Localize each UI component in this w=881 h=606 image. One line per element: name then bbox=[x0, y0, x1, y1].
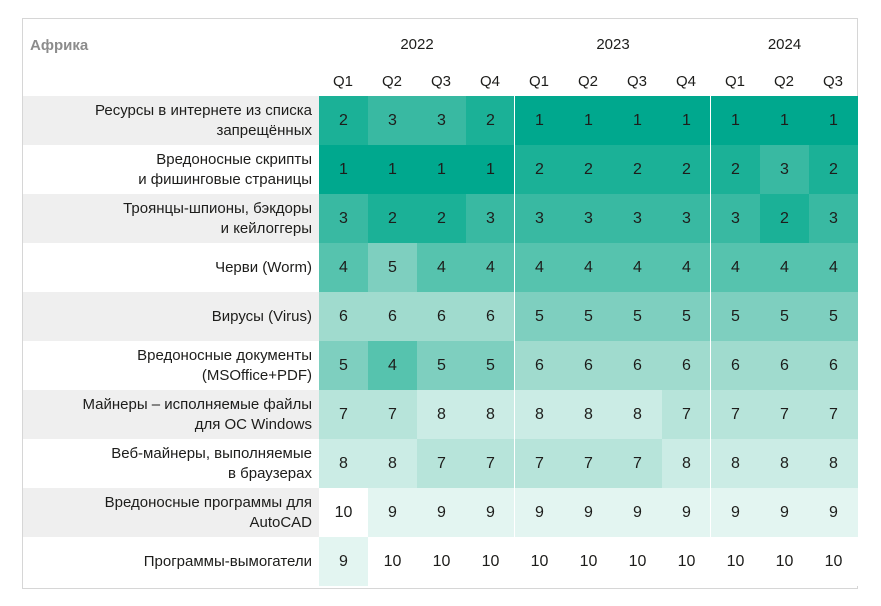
row-label: Программы-вымогатели bbox=[143, 552, 312, 570]
heatmap-cell: 1 bbox=[760, 96, 809, 145]
heatmap-cell: 6 bbox=[809, 341, 858, 390]
heatmap-cell: 9 bbox=[613, 488, 662, 537]
heatmap-cell: 4 bbox=[466, 243, 515, 292]
row-label: Ресурсы в интернете из списка запрещённых bbox=[95, 101, 312, 139]
heatmap-cell: 7 bbox=[613, 439, 662, 488]
quarter-header: Q3 bbox=[626, 73, 647, 90]
heatmap-cell: 8 bbox=[319, 439, 368, 488]
heatmap-cell: 2 bbox=[809, 145, 858, 194]
heatmap-cell: 5 bbox=[613, 292, 662, 341]
heatmap-cell: 7 bbox=[515, 439, 564, 488]
heatmap-cell: 7 bbox=[368, 390, 417, 439]
year-separator bbox=[710, 96, 711, 586]
heatmap-cell: 1 bbox=[368, 145, 417, 194]
year-header-2024: 2024 bbox=[767, 36, 802, 53]
heatmap-cell: 9 bbox=[711, 488, 760, 537]
year-header-2022: 2022 bbox=[400, 36, 434, 53]
heatmap-cell: 3 bbox=[466, 194, 515, 243]
quarter-header: Q1 bbox=[332, 73, 353, 90]
heatmap-cell: 4 bbox=[662, 243, 711, 292]
quarter-header: Q3 bbox=[822, 73, 843, 90]
row-label: Вредоносные скрипты и фишинговые страницы bbox=[138, 150, 312, 188]
heatmap-cell: 2 bbox=[711, 145, 760, 194]
heatmap-cell: 5 bbox=[417, 341, 466, 390]
heatmap-cell: 2 bbox=[613, 145, 662, 194]
heatmap-cell: 1 bbox=[417, 145, 466, 194]
heatmap-cell: 2 bbox=[319, 96, 368, 145]
heatmap-cell: 1 bbox=[564, 96, 613, 145]
heatmap-cell: 8 bbox=[809, 439, 858, 488]
heatmap-cell: 1 bbox=[466, 145, 515, 194]
heatmap-cell: 5 bbox=[662, 292, 711, 341]
quarter-header: Q1 bbox=[528, 73, 549, 90]
heatmap-cell: 3 bbox=[760, 145, 809, 194]
heatmap-cell: 4 bbox=[613, 243, 662, 292]
heatmap-cell: 4 bbox=[564, 243, 613, 292]
heatmap-cell: 1 bbox=[809, 96, 858, 145]
heatmap-cell: 9 bbox=[319, 537, 368, 586]
heatmap-cell: 10 bbox=[319, 488, 368, 537]
quarter-header: Q2 bbox=[773, 73, 794, 90]
heatmap-cell: 3 bbox=[515, 194, 564, 243]
heatmap-cell: 3 bbox=[613, 194, 662, 243]
row-label: Веб-майнеры, выполняемые в браузерах bbox=[111, 444, 312, 482]
row-label: Вредоносные документы (MSOffice+PDF) bbox=[137, 346, 312, 384]
heatmap-cell: 3 bbox=[368, 96, 417, 145]
quarter-header: Q4 bbox=[479, 73, 500, 90]
year-separator bbox=[514, 96, 515, 586]
heatmap-cell: 10 bbox=[466, 537, 515, 586]
heatmap-cell: 1 bbox=[319, 145, 368, 194]
heatmap-cell: 8 bbox=[711, 439, 760, 488]
row-label: Майнеры – исполняемые файлы для ОС Windows bbox=[82, 395, 312, 433]
heatmap-cell: 3 bbox=[662, 194, 711, 243]
heatmap-cell: 1 bbox=[515, 96, 564, 145]
heatmap-cell: 7 bbox=[760, 390, 809, 439]
heatmap-cell: 10 bbox=[417, 537, 466, 586]
heatmap-cell: 5 bbox=[711, 292, 760, 341]
heatmap-cell: 5 bbox=[515, 292, 564, 341]
year-header-2023: 2023 bbox=[596, 36, 630, 53]
quarter-header: Q1 bbox=[724, 73, 745, 90]
quarter-header: Q3 bbox=[430, 73, 451, 90]
heatmap-cell: 2 bbox=[417, 194, 466, 243]
heatmap-cell: 10 bbox=[613, 537, 662, 586]
heatmap-cell: 8 bbox=[760, 439, 809, 488]
heatmap-cell: 3 bbox=[319, 194, 368, 243]
heatmap-cell: 10 bbox=[662, 537, 711, 586]
heatmap-cell: 6 bbox=[515, 341, 564, 390]
heatmap-cell: 6 bbox=[417, 292, 466, 341]
heatmap-cell: 10 bbox=[711, 537, 760, 586]
heatmap-cell: 8 bbox=[662, 439, 711, 488]
row-label: Вирусы (Virus) bbox=[211, 307, 312, 325]
heatmap-cell: 1 bbox=[613, 96, 662, 145]
heatmap-cell: 4 bbox=[711, 243, 760, 292]
heatmap-cell: 6 bbox=[613, 341, 662, 390]
heatmap-cell: 10 bbox=[368, 537, 417, 586]
heatmap-cell: 2 bbox=[515, 145, 564, 194]
heatmap-cell: 8 bbox=[613, 390, 662, 439]
heatmap-cell: 3 bbox=[711, 194, 760, 243]
heatmap-cell: 9 bbox=[760, 488, 809, 537]
heatmap-cell: 5 bbox=[368, 243, 417, 292]
heatmap-cell: 6 bbox=[466, 292, 515, 341]
heatmap-cell: 6 bbox=[711, 341, 760, 390]
heatmap-cell: 9 bbox=[417, 488, 466, 537]
heatmap-cell: 1 bbox=[662, 96, 711, 145]
heatmap-cell: 10 bbox=[809, 537, 858, 586]
heatmap-cell: 9 bbox=[466, 488, 515, 537]
heatmap-cell: 2 bbox=[466, 96, 515, 145]
heatmap-cell: 2 bbox=[760, 194, 809, 243]
heatmap-cell: 5 bbox=[760, 292, 809, 341]
heatmap-cell: 9 bbox=[564, 488, 613, 537]
heatmap-cell: 4 bbox=[515, 243, 564, 292]
heatmap-cell: 2 bbox=[368, 194, 417, 243]
heatmap-cell: 7 bbox=[662, 390, 711, 439]
heatmap-cell: 2 bbox=[662, 145, 711, 194]
heatmap-cell: 10 bbox=[760, 537, 809, 586]
heatmap-cell: 5 bbox=[319, 341, 368, 390]
heatmap-cell: 10 bbox=[515, 537, 564, 586]
heatmap-cell: 6 bbox=[760, 341, 809, 390]
heatmap-cell: 6 bbox=[368, 292, 417, 341]
heatmap-cell: 4 bbox=[368, 341, 417, 390]
heatmap-cell: 3 bbox=[809, 194, 858, 243]
heatmap-cell: 6 bbox=[662, 341, 711, 390]
heatmap-cell: 8 bbox=[564, 390, 613, 439]
heatmap-cell: 4 bbox=[760, 243, 809, 292]
heatmap-cell: 1 bbox=[711, 96, 760, 145]
heatmap-cell: 9 bbox=[368, 488, 417, 537]
heatmap-cell: 8 bbox=[466, 390, 515, 439]
heatmap-cell: 8 bbox=[417, 390, 466, 439]
heatmap-cell: 8 bbox=[368, 439, 417, 488]
heatmap-cell: 7 bbox=[417, 439, 466, 488]
heatmap-cell: 9 bbox=[662, 488, 711, 537]
region-title: Африка bbox=[30, 37, 89, 54]
heatmap-cell: 6 bbox=[319, 292, 368, 341]
heatmap-cell: 8 bbox=[515, 390, 564, 439]
heatmap-cell: 4 bbox=[809, 243, 858, 292]
quarter-header: Q4 bbox=[675, 73, 696, 90]
heatmap-cell: 7 bbox=[466, 439, 515, 488]
heatmap-cell: 7 bbox=[809, 390, 858, 439]
heatmap-cell: 3 bbox=[417, 96, 466, 145]
heatmap-cell: 7 bbox=[564, 439, 613, 488]
heatmap-cell: 4 bbox=[417, 243, 466, 292]
row-label: Черви (Worm) bbox=[215, 258, 312, 276]
heatmap-cell: 9 bbox=[515, 488, 564, 537]
row-label: Троянцы-шпионы, бэкдоры и кейлоггеры bbox=[123, 199, 312, 237]
heatmap-cell: 7 bbox=[319, 390, 368, 439]
heatmap-cell: 3 bbox=[564, 194, 613, 243]
heatmap-cell: 4 bbox=[319, 243, 368, 292]
heatmap-cell: 6 bbox=[564, 341, 613, 390]
quarter-header: Q2 bbox=[381, 73, 402, 90]
quarter-header: Q2 bbox=[577, 73, 598, 90]
heatmap-cell: 10 bbox=[564, 537, 613, 586]
heatmap-cell: 2 bbox=[564, 145, 613, 194]
heatmap-cell: 5 bbox=[466, 341, 515, 390]
heatmap-cell: 5 bbox=[809, 292, 858, 341]
heatmap-cell: 5 bbox=[564, 292, 613, 341]
row-label: Вредоносные программы для AutoCAD bbox=[104, 493, 312, 531]
heatmap-cell: 7 bbox=[711, 390, 760, 439]
heatmap-cell: 9 bbox=[809, 488, 858, 537]
